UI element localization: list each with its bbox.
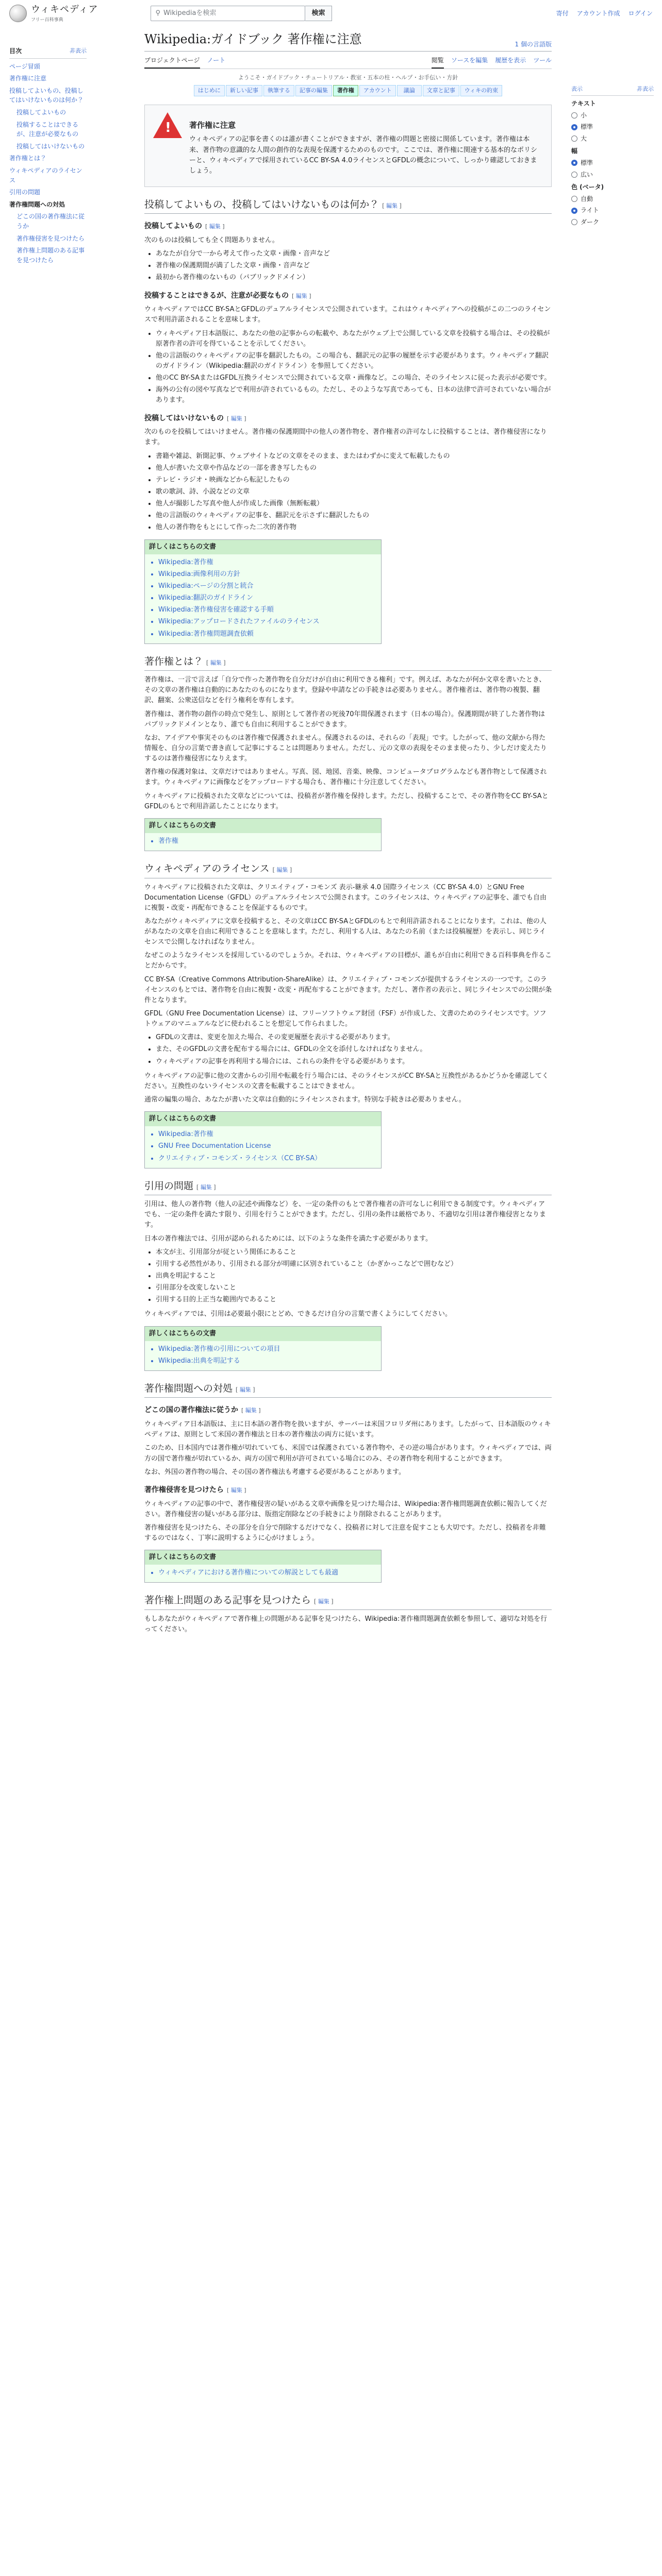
list-item: • 引用する必然性があり、引用される部分が明確に区別されていること（かぎかっこなどで囲むなど） xyxy=(156,1259,552,1269)
tab[interactable]: ノート xyxy=(207,57,226,64)
toc-item[interactable]: 著作権侵害を見つけたら xyxy=(16,234,85,242)
toc-item[interactable]: 投稿することはできるが、注意が必要なもの xyxy=(16,121,79,138)
list-item: • ウィキペディア日本語版に、あなたの他の記事からの転載や、あなたがウェブ上で公開している文章を投稿する場合は、その投稿が原著作者の許可を得ていることを示してください。 xyxy=(156,329,552,349)
edit-link[interactable]: [ 編集 ] xyxy=(272,867,292,874)
paragraph: ウィキペディアではCC BY-SAとGFDLのデュアルライセンスで公開されています。これはウィキペディアへの投稿がこの二つのライセンスで利用許諾されることを意味します。 xyxy=(144,306,551,324)
notice-text: ウィキペディアの記事を書くのは誰が書くことができますが、著作権の問題と密接に関係しています。著作権は本来、著作物の意識的な人間の創作的な表現を保護するためのものです。ここでは、著作権に関連する基本的なポリシーと、ウィキペディアで採用されているCC BY-SA 4.0ライセンスとGFDLの概念について、しっかり確認しておきましょう。 xyxy=(189,135,537,175)
paragraph: 引用は、他人の著作物（他人の記述や画像など）を、一定の条件のもとで著作権者の許可なしに利用できる制度です。ウィキペディアでも、一定の条件を満たす限り、引用を行うことができます。ただし、引用の条件は厳格であり、不適切な引用は著作権侵害となります。 xyxy=(144,1200,546,1229)
header xyxy=(0,0,662,27)
tab[interactable]: 履歴を表示 xyxy=(495,57,526,64)
option-label: 標準 xyxy=(581,123,593,131)
guidebook-tab[interactable]: はじめに xyxy=(194,85,225,96)
list-item[interactable]: • GNU Free Documentation License xyxy=(158,1141,381,1151)
toc-item[interactable]: ページ冒頭 xyxy=(9,62,40,70)
bullet-list xyxy=(156,329,552,406)
toc-item[interactable]: 投稿してよいもの、投稿してはいけないものは何か？ xyxy=(9,87,84,104)
paragraph: なお、アイデアや事実そのものは著作権で保護されません。保護されるのは、それらの「表現」です。したがって、他の文献から得た情報を、自分の言葉で書き直して記事にすることは問題ありません。ただし、元の文章の表現をそのまま使ったり、少しだけ変えたりするのは著作権侵害になりえます。 xyxy=(144,734,547,763)
edit-link[interactable]: [ 編集 ] xyxy=(196,1183,216,1191)
option-width_opts[interactable] xyxy=(571,170,654,180)
radio-button[interactable] xyxy=(571,160,577,166)
bullet-list xyxy=(156,451,552,533)
option-color_opts[interactable] xyxy=(571,194,654,204)
bullet-list xyxy=(156,1032,552,1066)
option-label: 大 xyxy=(581,134,587,142)
toc-item[interactable]: 著作権問題への対処 xyxy=(9,200,65,208)
toc-item[interactable]: 引用の問題 xyxy=(9,189,41,196)
list-item: • 書籍や雑誌、新聞記事、ウェブサイトなどの文章をそのまま、またはわずかに変えて転載したもの xyxy=(156,451,552,462)
list-item[interactable]: • ウィキペディアにおける著作権についての解説としても最適 xyxy=(158,1568,381,1578)
wikipedia-globe-icon xyxy=(9,5,27,22)
tab[interactable]: ツール xyxy=(533,57,552,64)
width-label: 幅 xyxy=(571,147,578,155)
option-text_opts[interactable] xyxy=(571,111,654,121)
radio-button[interactable] xyxy=(571,219,577,225)
list-item[interactable]: • Wikipedia:出典を明記する xyxy=(158,1356,381,1366)
list-item[interactable]: • Wikipedia:著作権問題調査依頼 xyxy=(158,629,381,639)
list-item[interactable]: • Wikipedia:著作権侵害を確認する手順 xyxy=(158,605,381,615)
option-label: ダーク xyxy=(581,218,600,226)
paragraph: ウィキペディアでは、引用は必要最小限にとどめ、できるだけ自分の言葉で書くようにしてください。 xyxy=(144,1310,452,1318)
edit-link[interactable]: [ 編集 ] xyxy=(241,1407,261,1414)
list-item: • また、そのGFDLの文書を配布する場合には、GFDLの全文を添付しなければなりません。 xyxy=(156,1044,552,1055)
list-item[interactable]: • クリエイティブ・コモンズ・ライセンス（CC BY-SA） xyxy=(158,1154,381,1164)
option-label: 自動 xyxy=(581,195,593,202)
search-input[interactable]: ⚲ Wikipediaを検索 xyxy=(151,6,305,21)
section-heading: 著作権問題への対処 [ 編集 ] xyxy=(144,1381,552,1398)
toc-title: 目次 xyxy=(9,47,22,55)
edit-link[interactable]: [ 編集 ] xyxy=(206,659,226,666)
toc-item[interactable]: どこの国の著作権法に従うか xyxy=(16,213,85,230)
paragraph: GFDL（GNU Free Documentation License）は、フリーソフトウェア財団（FSF）が作成した、文書のためのライセンスです。ソフトウェアのマニュアルなどに使われることを想定して作られました。 xyxy=(144,1010,547,1028)
option-label: ライト xyxy=(581,207,599,214)
search-form xyxy=(151,6,332,21)
list-item: • 最初から著作権のないもの（パブリックドメイン） xyxy=(156,273,552,283)
paragraph: CC BY-SA（Creative Commons Attribution-ShareAlike）は、クリエイティブ・コモンズが提供するライセンスの一つです。このライセンスのもとでは、著作物を自由に複製・改変・再配布することができます。ただし、著作者の表示と、同じライセンスでの公開が条件となります。 xyxy=(144,975,552,1004)
subsection-heading: 投稿してはいけないもの [ 編集 ] xyxy=(144,414,246,422)
paragraph: ウィキペディアに投稿された文章などについては、投稿者が著作権を保持します。ただし、投稿することで、その著作物をCC BY-SAとGFDLのもとで利用許諾したことになります。 xyxy=(144,792,549,810)
search-icon: ⚲ xyxy=(155,9,161,17)
table-of-contents xyxy=(9,46,87,267)
main-content xyxy=(144,30,552,1638)
paragraph: 著作権侵害を見つけたら、その部分を自分で削除するだけでなく、投稿者に対して注意を促すことも大切です。ただし、投稿者を非難するのではなく、丁寧に説明するように心がけましょう。 xyxy=(144,1523,546,1542)
list-item: • あなたが自分で一から考えて作った文章・画像・音声など xyxy=(156,249,552,259)
list-item: • 引用する目的上正当な範囲内であること xyxy=(156,1295,552,1305)
appearance-hide-button[interactable]: 非表示 xyxy=(637,86,654,92)
toc-hide-button[interactable]: 非表示 xyxy=(70,47,87,54)
paragraph: なぜこのようなライセンスを採用しているのでしょうか。それは、ウィキペディアの目標が、誰もが自由に利用できる百科事典を作ることだからです。 xyxy=(144,952,552,970)
list-item: • 引用部分を改変しないこと xyxy=(156,1283,552,1293)
paragraph: 著作権の保護対象は、文章だけではありません。写真、図、地図、音楽、映像、コンピュータプログラムなども著作物として保護されます。ウィキペディアに画像などをアップロードする場合も、著作権に十分注意してください。 xyxy=(144,768,547,787)
edit-link[interactable]: [ 編集 ] xyxy=(236,1386,255,1393)
radio-button[interactable] xyxy=(571,208,577,214)
user-links xyxy=(556,9,653,19)
radio-button[interactable] xyxy=(571,135,577,142)
bullet-list xyxy=(156,1247,552,1306)
guidebook-tab[interactable]: 著作権 xyxy=(333,85,358,96)
site-name: ウィキペディア xyxy=(31,4,98,15)
list-item[interactable]: • Wikipedia:ページの分割と統合 xyxy=(158,581,381,591)
edit-link[interactable]: [ 編集 ] xyxy=(227,1486,246,1494)
paragraph: 通常の編集の場合、あなたが書いた文章は自動的にライセンスされます。特別な手続きは必要ありません。 xyxy=(144,1096,466,1104)
edit-link[interactable]: [ 編集 ] xyxy=(205,223,225,230)
paragraph: このため、日本国内では著作権が切れていても、米国では保護されている著作物や、その逆の場合があります。ウィキペディアでは、両方の国で著作権が切れているか、両方の国で利用が許可されている場合にのみ、その著作物を利用することができます。 xyxy=(144,1444,552,1463)
page-tabs xyxy=(144,54,552,69)
appearance-title: 表示 xyxy=(571,86,583,92)
edit-link[interactable]: [ 編集 ] xyxy=(314,1598,334,1605)
top-link[interactable]: アカウント作成 xyxy=(576,9,620,17)
see-also-box: 詳しくはこちらの文書 • ウィキペディアにおける著作権についての解説としても最適 xyxy=(144,1550,382,1583)
paragraph: ウィキペディア日本語版は、主に日本語の著作物を扱いますが、サーバーは米国フロリダ州にあります。したがって、日本語版のウィキペディアは、原則として米国の著作権法と日本の著作権法の両方に従います。 xyxy=(144,1420,551,1439)
list-item[interactable]: • 著作権 xyxy=(158,836,381,846)
list-item[interactable]: • Wikipedia:著作権の引用についての項目 xyxy=(158,1344,381,1354)
text-size-label: テキスト xyxy=(571,100,596,108)
guidebook-tab[interactable]: 執筆する xyxy=(263,85,294,96)
option-color_opts[interactable] xyxy=(571,217,654,227)
list-item: • 本文が主、引用部分が従という関係にあること xyxy=(156,1247,552,1258)
guidebook-tab[interactable]: 文章と記事 xyxy=(423,85,459,96)
option-label: 小 xyxy=(581,111,587,119)
see-also-box: 詳しくはこちらの文書 • Wikipedia:著作権 • Wikipedia:画像利用の方針 • Wikipedia:ページの分割と統合 • Wikipedia:翻訳のガイドライン • Wikipedia:著作権侵害を確認する手順 • Wikipedia:アップロードされたファイルのライセンス • Wikipedia:著作権問題調査依頼 xyxy=(144,539,382,644)
option-text_opts[interactable] xyxy=(571,122,654,132)
notice-title: 著作権に注意 xyxy=(189,121,236,130)
list-item: • 他の言語版のウィキペディアの記事を、翻訳元を示さずに翻訳したもの xyxy=(156,511,552,521)
section-heading: ウィキペディアのライセンス [ 編集 ] xyxy=(144,861,552,878)
edit-link[interactable]: [ 編集 ] xyxy=(382,202,402,209)
color-label: 色 (ベータ) xyxy=(571,183,604,191)
list-item: • ウィキペディアの記事を再利用する場合には、これらの条件を守る必要があります。 xyxy=(156,1057,552,1067)
list-item: • GFDLの文書は、変更を加えた場合、その変更履歴を表示する必要があります。 xyxy=(156,1032,552,1043)
toc-item[interactable]: 投稿してはいけないもの xyxy=(16,142,85,150)
subsection-heading: 投稿してよいもの [ 編集 ] xyxy=(144,222,225,231)
appearance-panel xyxy=(571,77,654,229)
toc-item[interactable]: ウィキペディアのライセンス xyxy=(9,166,82,184)
top-link[interactable]: 寄付 xyxy=(556,9,569,17)
paragraph: 著作権は、一言で言えば「自分で作った著作物を自分だけが自由に利用できる権利」です。例えば、あなたが何か文章を書いたとき、その文章の著作権は自動的にあなたのものになります。登録や申請などの手続きは必要ありません。著作権者は、著作物の複製、翻訳、翻案、公衆送信などを行う権利を専有します。 xyxy=(144,676,546,705)
paragraph: あなたがウィキペディアに文章を投稿すると、その文章はCC BY-SAとGFDLのもとで利用許諾されることになります。これは、他の人があなたの文章を自由に利用できることを意味します。ただし、利用する人は、あなたの名前（または投稿履歴）を表示し、同じライセンスで公開しなければなりません。 xyxy=(144,917,547,946)
option-label: 広い xyxy=(581,171,593,178)
list-item: • 他人が書いた文章や作品などの一部を書き写したもの xyxy=(156,463,552,473)
paragraph: ウィキペディアの記事に他の文書からの引用や転載を行う場合には、そのライセンスがCC BY-SAと互換性があるかどうかを確認してください。互換性のないライセンスの文書を転載することはできません。 xyxy=(144,1072,549,1090)
page-title: Wikipedia:ガイドブック 著作権に注意 xyxy=(144,32,362,46)
option-color_opts[interactable] xyxy=(571,206,654,215)
toc-item[interactable]: 著作権上問題のある記事を見つけたら xyxy=(16,247,85,264)
search-button[interactable]: 検索 xyxy=(305,6,332,21)
guidebook-tab[interactable]: 新しい記事 xyxy=(226,85,262,96)
section-heading: 投稿してよいもの、投稿してはいけないものは何か？ [ 編集 ] xyxy=(144,197,552,214)
guidebook-tab[interactable]: 記事の編集 xyxy=(295,85,332,96)
subsection-heading: 著作権侵害を見つけたら [ 編集 ] xyxy=(144,1485,246,1494)
guidebook-nav xyxy=(144,85,552,96)
option-width_opts[interactable] xyxy=(571,158,654,168)
paragraph: なお、外国の著作物の場合、その国の著作権法も考慮する必要があることがあります。 xyxy=(144,1468,405,1476)
top-link[interactable]: ログイン xyxy=(628,9,653,17)
list-item: • 他人の著作物をもとにして作った二次的著作物 xyxy=(156,522,552,533)
radio-button[interactable] xyxy=(571,124,577,130)
edit-link[interactable]: [ 編集 ] xyxy=(292,292,311,299)
edit-link[interactable]: [ 編集 ] xyxy=(227,415,246,422)
paragraph: 次のものを投稿してはいけません。著作権の保護期間中の他人の著作物を、著作権者の許可なしに投稿することは、著作権侵害になります。 xyxy=(144,428,547,447)
toc-item[interactable]: 著作権に注意 xyxy=(9,75,47,82)
toc-item[interactable]: 投稿してよいもの xyxy=(16,108,67,116)
option-text_opts[interactable] xyxy=(571,134,654,144)
guidebook-tab[interactable]: ウィキの約束 xyxy=(460,85,502,96)
breadcrumb: ようこそ・ガイドブック・チュートリアル・教室・五本の柱・ヘルプ・お手伝い・方針 xyxy=(238,74,458,81)
radio-button[interactable] xyxy=(571,196,577,202)
guidebook-tab[interactable]: 議論 xyxy=(397,85,422,96)
list-item: • 歌の歌詞、詩、小説などの文章 xyxy=(156,487,552,497)
toc-item[interactable]: 著作権とは？ xyxy=(9,155,47,162)
section-heading: 著作権上問題のある記事を見つけたら [ 編集 ] xyxy=(144,1593,552,1609)
tab[interactable]: 閲覧 xyxy=(432,54,444,69)
language-button[interactable]: 1 個の言語版 xyxy=(515,40,552,48)
list-item: • 海外の公有の図や写真などで利用が許されているもの。ただし、そのような写真であっても、日本の法律で許可されていない場合があります。 xyxy=(156,385,552,405)
paragraph: 次のものは投稿しても全く問題ありません。 xyxy=(144,236,279,245)
list-item: • テレビ・ラジオ・映画などから転記したもの xyxy=(156,475,552,485)
paragraph: ウィキペディアに投稿された文章は、クリエイティブ・コモンズ 表示-継承 4.0 国際ライセンス（CC BY-SA 4.0）とGNU Free Documentation License（GFDL）のデュアルライセンスで公開されます。このライセンスは、ウィキペディアの記事を、誰でも自由に複製・改変・再配布できることを保証するものです。 xyxy=(144,883,547,912)
see-also-box: 詳しくはこちらの文書 • Wikipedia:著作権の引用についての項目 • Wikipedia:出典を明記する xyxy=(144,1326,382,1371)
list-item[interactable]: • Wikipedia:画像利用の方針 xyxy=(158,569,381,580)
list-item[interactable]: • Wikipedia:翻訳のガイドライン xyxy=(158,593,381,603)
list-item: • 他の言語版のウィキペディアの記事を翻訳したもの。この場合も、翻訳元の記事の履歴を示す必要があります。ウィキペディア翻訳のガイドライン（Wikipedia:翻訳のガイドライン）を参照してください。 xyxy=(156,351,552,371)
see-also-box: 詳しくはこちらの文書 • Wikipedia:著作権 • GNU Free Documentation License • クリエイティブ・コモンズ・ライセンス（CC BY-SA） xyxy=(144,1111,382,1168)
paragraph: 著作権は、著作物の創作の時点で発生し、原則として著作者の死後70年間保護されます（日本の場合）。保護期間が終了した著作物はパブリックドメインとなり、誰でも自由に利用することができます。 xyxy=(144,710,545,728)
section-heading: 引用の問題 [ 編集 ] xyxy=(144,1179,552,1195)
see-also-box: 詳しくはこちらの文書 • 著作権 xyxy=(144,818,382,851)
paragraph: もしあなたがウィキペディアで著作権上の問題がある記事を見つけたら、Wikipedia:著作権問題調査依頼を参照して、適切な対処を行ってください。 xyxy=(144,1615,548,1633)
guidebook-tab[interactable]: アカウント xyxy=(359,85,396,96)
paragraph: 日本の著作権法では、引用が認められるためには、以下のような条件を満たす必要があります。 xyxy=(144,1234,432,1243)
subsection-heading: 投稿することはできるが、注意が必要なもの [ 編集 ] xyxy=(144,291,311,300)
tab[interactable]: ソースを編集 xyxy=(451,57,488,64)
list-item: • 他のCC BY-SAまたはGFDL互換ライセンスで公開されている文章・画像など。この場合、そのライセンスに従った表示が必要です。 xyxy=(156,373,552,383)
list-item[interactable]: • Wikipedia:著作権 xyxy=(158,1129,381,1140)
list-item: • 著作権の保護期間が満了した文章・画像・音声など xyxy=(156,261,552,271)
option-label: 標準 xyxy=(581,159,593,167)
section-heading: 著作権とは？ [ 編集 ] xyxy=(144,654,552,671)
list-item: • 他人が撮影した写真や他人が作成した画像（無断転載） xyxy=(156,499,552,509)
bullet-list xyxy=(156,249,552,283)
list-item[interactable]: • Wikipedia:アップロードされたファイルのライセンス xyxy=(158,617,381,627)
paragraph: ウィキペディアの記事の中で、著作権侵害の疑いがある文章や画像を見つけた場合は、Wikipedia:著作権問題調査依頼に報告してください。著作権侵害の疑いがある部分は、版指定削除などの手続きにより削除されることがあります。 xyxy=(144,1500,547,1518)
site-logo[interactable] xyxy=(9,3,98,24)
radio-button[interactable] xyxy=(571,112,577,118)
list-item[interactable]: • Wikipedia:著作権 xyxy=(158,557,381,568)
tab[interactable]: プロジェクトページ xyxy=(144,54,200,69)
copyright-notice-box xyxy=(144,105,552,187)
warning-icon xyxy=(153,112,182,138)
list-item: • 出典を明記すること xyxy=(156,1271,552,1281)
subsection-heading: どこの国の著作権法に従うか [ 編集 ] xyxy=(144,1406,261,1415)
site-tagline: フリー百科事典 xyxy=(31,17,63,23)
radio-button[interactable] xyxy=(571,172,577,178)
